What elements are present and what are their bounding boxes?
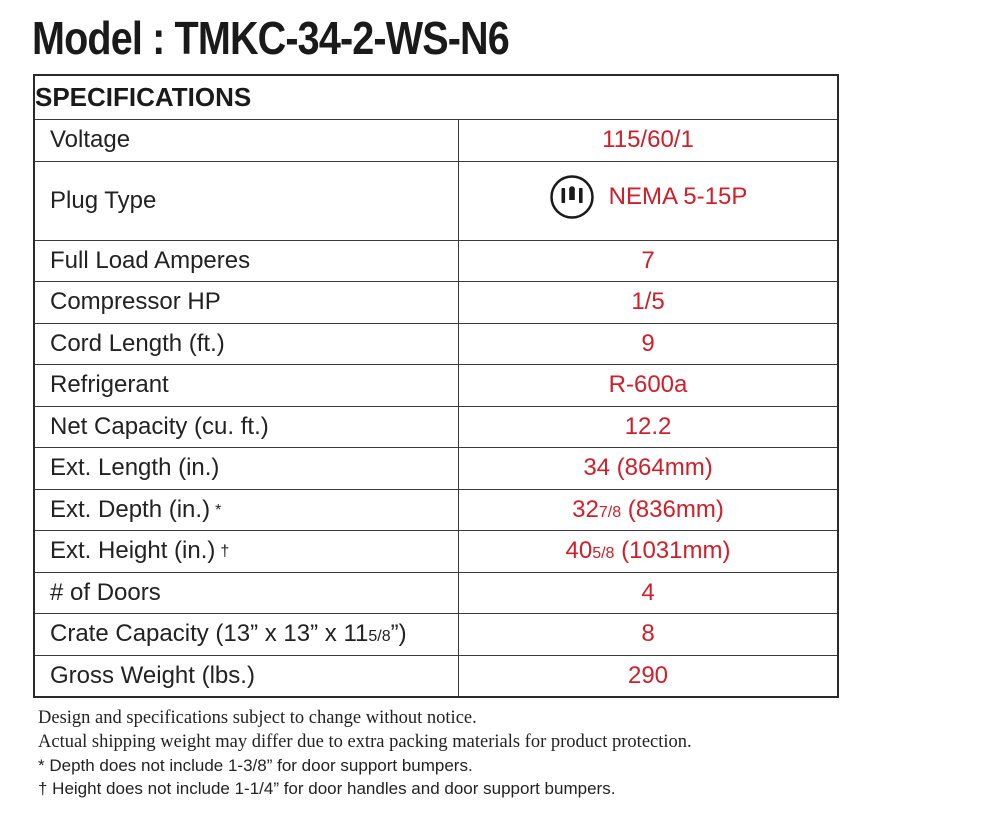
spec-label: Compressor HP (34, 282, 459, 324)
label-end: ”) (390, 620, 407, 648)
spec-value: 1/5 (459, 282, 839, 324)
spec-label: Refrigerant (34, 365, 459, 407)
plug-outlet-icon (549, 174, 595, 220)
spec-value: 7 (459, 240, 839, 282)
spec-value: R-600a (459, 365, 839, 407)
footnote-depth: * Depth does not include 1-3/8” for door support bumpers. (38, 756, 473, 775)
specifications-heading: SPECIFICATIONS (34, 75, 838, 120)
spec-label: Crate Capacity (13” x 13” x 11 (50, 620, 369, 648)
spec-label: Ext. Depth (in.) (50, 495, 211, 523)
table-row (34, 365, 838, 407)
spec-value: 290 (459, 655, 839, 697)
spec-label-cell (34, 489, 459, 531)
page-title: Model : TMKC-34-2-WS-N6 (32, 12, 509, 64)
spec-label: Net Capacity (cu. ft.) (34, 406, 459, 448)
spec-value: 34 (864mm) (459, 448, 839, 490)
value-whole: 32 (572, 495, 599, 523)
value-metric: (1031mm) (614, 537, 731, 565)
footnote-change-notice: Design and specifications subject to change without notice. (38, 708, 477, 728)
spec-label: Ext. Height (in.) (50, 537, 216, 565)
value-whole: 40 (565, 537, 593, 565)
spec-label: Gross Weight (lbs.) (34, 655, 459, 697)
table-row (34, 240, 838, 282)
spec-label: # of Doors (34, 572, 459, 614)
specifications-table (33, 74, 839, 698)
footnote-shipping-weight: Actual shipping weight may differ due to extra packing materials for product protection. (38, 732, 692, 752)
value-metric: (836mm) (621, 495, 724, 523)
spec-value-cell (459, 161, 839, 240)
table-row (34, 572, 838, 614)
spec-value-cell (459, 489, 839, 531)
spec-label-cell (34, 531, 459, 573)
table-row (34, 448, 838, 490)
spec-value-cell (459, 531, 839, 573)
table-row (34, 282, 838, 324)
table-row (34, 655, 838, 697)
footnote-asterisk: * (215, 501, 222, 519)
label-fraction: 5/8 (368, 628, 391, 646)
spec-label: Voltage (34, 120, 459, 162)
table-row (34, 531, 838, 573)
spec-label: Plug Type (34, 161, 459, 240)
value-fraction: 7/8 (598, 503, 622, 521)
spec-label: Cord Length (ft.) (34, 323, 459, 365)
spec-value: 8 (459, 614, 839, 656)
footnotes (38, 706, 692, 800)
spec-label: Full Load Amperes (34, 240, 459, 282)
table-row (34, 614, 838, 656)
table-row (34, 489, 838, 531)
spec-value: 9 (459, 323, 839, 365)
spec-value: 12.2 (459, 406, 839, 448)
spec-value: 115/60/1 (459, 120, 839, 162)
table-row (34, 323, 838, 365)
table-row (34, 120, 838, 162)
spec-label-cell (34, 614, 459, 656)
value-fraction: 5/8 (592, 545, 615, 563)
spec-value: NEMA 5-15P (608, 183, 748, 210)
table-row (34, 161, 838, 240)
spec-label: Ext. Length (in.) (34, 448, 459, 490)
table-header-row (34, 75, 838, 120)
table-row (34, 406, 838, 448)
footnote-height: † Height does not include 1-1/4” for door handles and door support bumpers. (38, 779, 616, 798)
footnote-dagger: † (220, 543, 230, 561)
spec-value: 4 (459, 572, 839, 614)
